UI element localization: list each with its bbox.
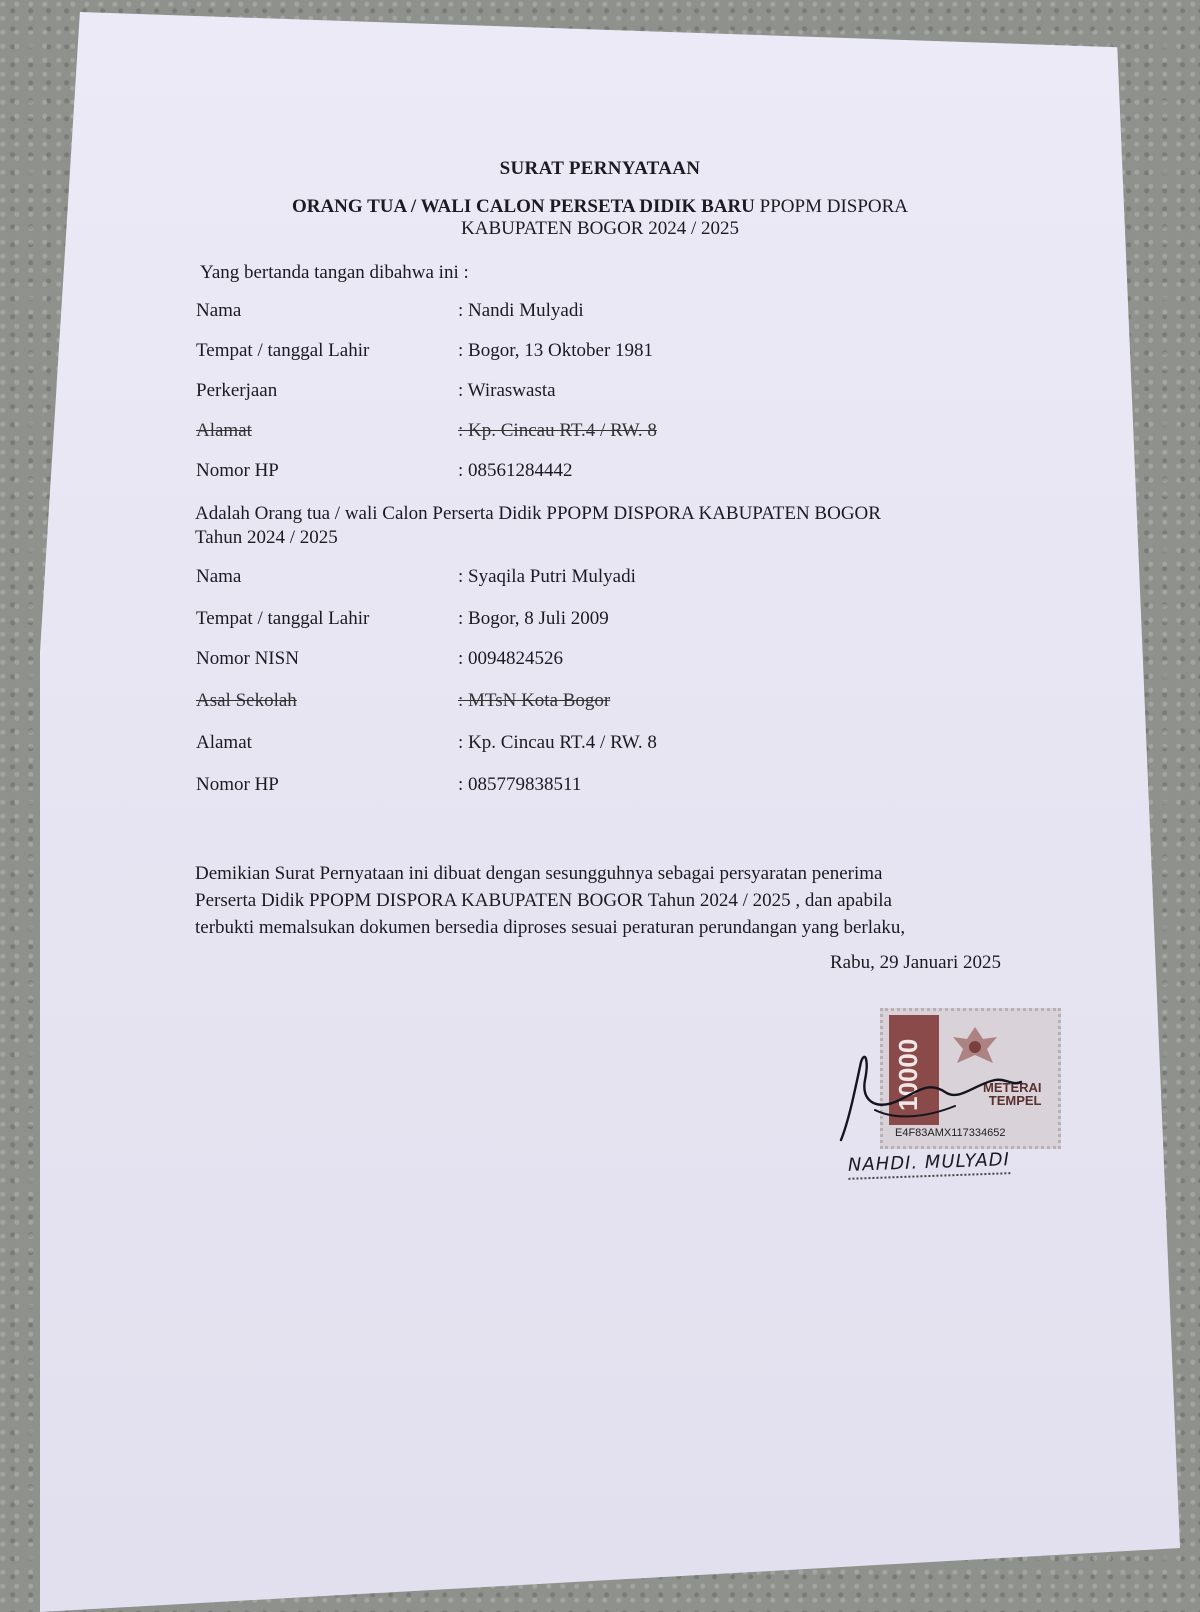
child-nama-label: Nama [196,566,242,587]
parent-ttl-row [196,340,653,362]
signer-name: NAHDI. MULYADI [848,1149,1011,1180]
child-nama-value: : Syaqila Putri Mulyadi [458,566,636,587]
stamp-value: 10000 [893,1038,923,1111]
statement-line-2: Tahun 2024 / 2025 [195,527,338,548]
child-sekolah-label: Asal Sekolah [196,690,297,711]
stamp-title-line-1: METERAI [983,1080,1042,1095]
letter-date: Rabu, 29 Januari 2025 [830,952,1001,973]
handwritten-signature [835,1040,1035,1150]
child-hp-row [196,774,581,796]
parent-alamat-value: : Kp. Cincau RT.4 / RW. 8 [458,420,657,441]
child-alamat-label: Alamat [196,732,252,753]
child-ttl-row [196,608,609,630]
child-nisn-row [196,648,563,670]
statement-paragraph [195,502,1025,550]
parent-nama-value: : Nandi Mulyadi [458,300,584,321]
closing-line-2: Perserta Didik PPOPM DISPORA KABUPATEN BOGOR Tahun 2024 / 2025 , dan apabila [195,890,892,911]
intro-text: Yang bertanda tangan dibahwa ini : [200,262,469,283]
child-nama-row [196,566,636,588]
child-nisn-value: : 0094824526 [458,648,564,669]
stamp-title-line-2: TEMPEL [988,1093,1042,1108]
child-sekolah-row [196,690,610,712]
child-sekolah-value: : MTsN Kota Bogor [458,690,611,711]
child-alamat-value: : Kp. Cincau RT.4 / RW. 8 [458,732,657,753]
parent-nama-label: Nama [196,300,242,321]
closing-line-1: Demikian Surat Pernyataan ini dibuat dengan sesungguhnya sebagai persyaratan penerima [195,863,883,884]
parent-pekerjaan-row [196,380,556,402]
parent-nama-row [196,300,584,322]
parent-alamat-row [196,420,657,442]
child-hp-label: Nomor HP [196,774,279,795]
parent-pekerjaan-value: : Wiraswasta [458,380,556,401]
parent-hp-label: Nomor HP [196,460,279,481]
letter-title: SURAT PERNYATAAN [499,158,701,179]
statement-line-1: Adalah Orang tua / wali Calon Perserta Didik PPOPM DISPORA KABUPATEN BOGOR [195,503,881,524]
child-alamat-row [196,732,657,754]
child-nisn-label: Nomor NISN [196,648,299,669]
parent-hp-row [196,460,573,482]
child-ttl-label: Tempat / tanggal Lahir [196,608,370,629]
parent-pekerjaan-label: Perkerjaan [196,380,278,401]
parent-hp-value: : 08561284442 [458,460,573,481]
child-hp-value: : 085779838511 [458,774,582,795]
closing-paragraph [195,860,1025,941]
closing-line-3: terbukti memalsukan dokumen bersedia diproses sesuai peraturan perundangan yang berlaku, [195,917,906,938]
subtitle-line2: KABUPATEN BOGOR 2024 / 2025 [461,218,739,239]
subtitle-bold: ORANG TUA / WALI CALON PERSETA DIDIK BARU [291,196,755,217]
subtitle-rest: PPOPM DISPORA [759,196,909,217]
parent-ttl-value: : Bogor, 13 Oktober 1981 [458,340,654,361]
letter-subtitle [200,196,1000,240]
parent-alamat-label: Alamat [196,420,252,441]
parent-ttl-label: Tempat / tanggal Lahir [196,340,370,361]
stamp-serial: E4F83AMX117334652 [895,1127,1006,1139]
child-ttl-value: : Bogor, 8 Juli 2009 [458,608,609,629]
